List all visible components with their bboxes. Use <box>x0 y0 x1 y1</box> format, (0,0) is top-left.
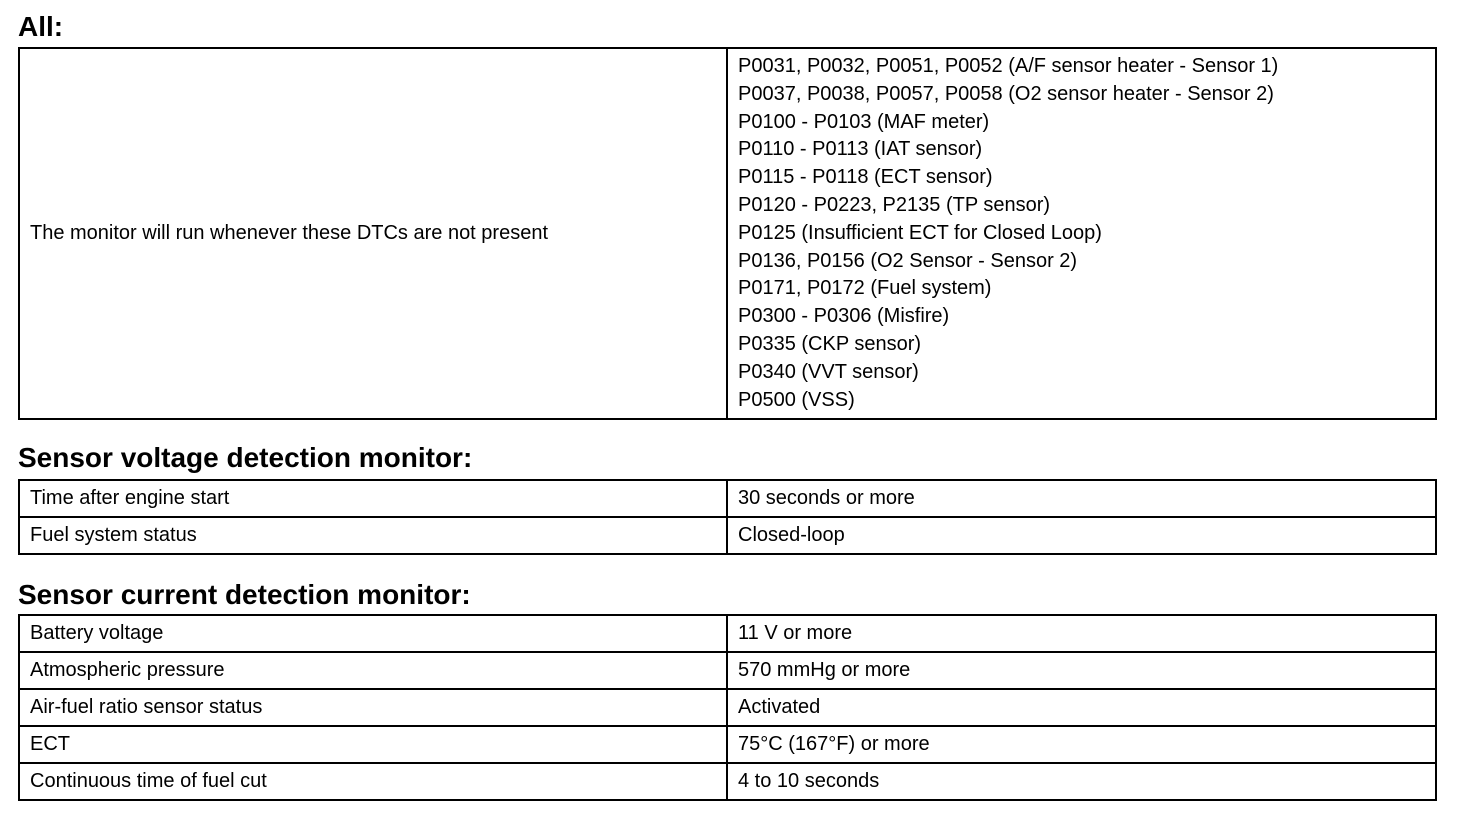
condition-value: 4 to 10 seconds <box>727 763 1436 800</box>
condition-item: Air-fuel ratio sensor status <box>19 689 727 726</box>
dtc-item: P0115 - P0118 (ECT sensor) <box>738 166 993 189</box>
dtc-item: P0300 - P0306 (Misfire) <box>738 305 950 328</box>
condition-item: Time after engine start <box>19 480 727 517</box>
condition-value: 570 mmHg or more <box>727 652 1436 689</box>
condition-cell: The monitor will run whenever these DTCs are not present <box>19 48 727 419</box>
dtc-item: P0125 (Insufficient ECT for Closed Loop) <box>738 221 1102 244</box>
section-title-current: Sensor current detection monitor: <box>18 579 471 610</box>
dtc-item: P0110 - P0113 (IAT sensor) <box>738 138 983 161</box>
condition-value: Closed-loop <box>727 517 1436 554</box>
dtc-item: P0031, P0032, P0051, P0052 (A/F sensor heater - Sensor 1) <box>738 55 1279 77</box>
dtc-item: P0136, P0156 (O2 Sensor - Sensor 2) <box>738 249 1078 272</box>
voltage-monitor-table <box>18 479 1437 555</box>
dtc-item: P0340 (VVT sensor) <box>738 360 919 383</box>
dtc-item: P0335 (CKP sensor) <box>738 332 922 355</box>
dtc-item: P0037, P0038, P0057, P0058 (O2 sensor heater - Sensor 2) <box>738 82 1274 105</box>
condition-item: ECT <box>19 726 727 763</box>
condition-item: Atmospheric pressure <box>19 652 727 689</box>
all-conditions-table <box>18 47 1437 420</box>
table-row <box>19 517 1436 554</box>
section-title-all: All: <box>18 11 64 42</box>
dtc-item: P0100 - P0103 (MAF meter) <box>738 110 990 133</box>
condition-value: 30 seconds or more <box>727 480 1436 517</box>
condition-item: Battery voltage <box>19 615 727 652</box>
dtc-item: P0120 - P0223, P2135 (TP sensor) <box>738 193 1051 216</box>
dtc-list <box>738 53 1425 414</box>
table-row <box>19 48 1436 419</box>
table-row <box>19 615 1436 652</box>
dtc-item: P0500 (VSS) <box>738 388 855 411</box>
table-row <box>19 726 1436 763</box>
condition-value: 75°C (167°F) or more <box>727 726 1436 763</box>
condition-item: Fuel system status <box>19 517 727 554</box>
table-row <box>19 480 1436 517</box>
dtc-item: P0171, P0172 (Fuel system) <box>738 277 992 300</box>
table-row <box>19 763 1436 800</box>
condition-value: 11 V or more <box>727 615 1436 652</box>
current-monitor-table <box>18 614 1437 801</box>
table-row <box>19 652 1436 689</box>
table-row <box>19 689 1436 726</box>
dtc-list-cell <box>727 48 1436 419</box>
condition-item: Continuous time of fuel cut <box>19 763 727 800</box>
section-title-voltage: Sensor voltage detection monitor: <box>18 442 473 473</box>
condition-value: Activated <box>727 689 1436 726</box>
